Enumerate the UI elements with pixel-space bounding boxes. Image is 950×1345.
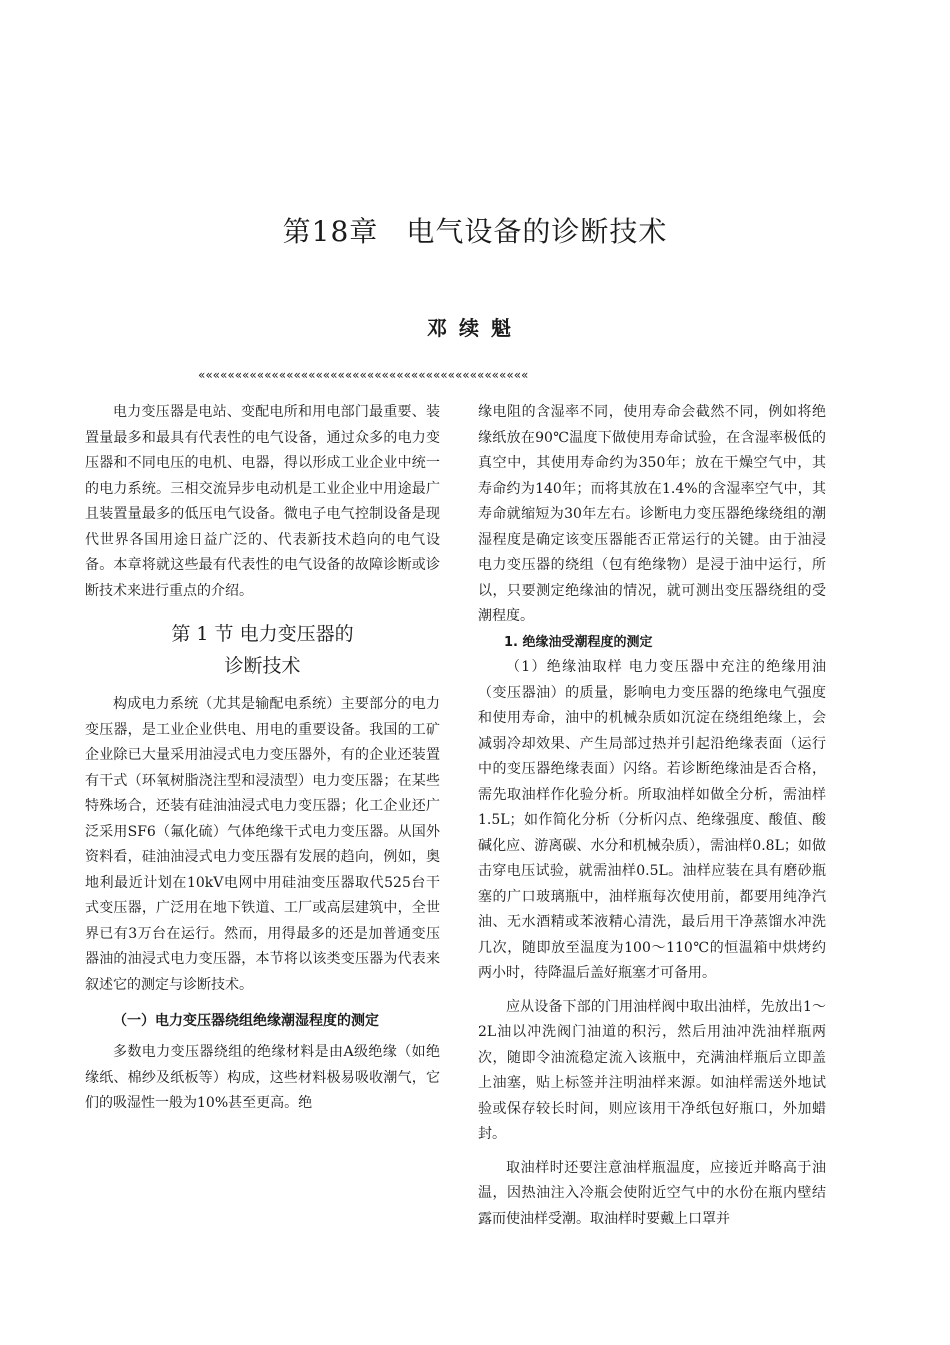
ornamental-divider: ««««««««««««««««««««««««««««««««««««««««««««« [198, 368, 529, 382]
right-column [478, 400, 826, 1232]
section-title-line-2: 诊断技术 [224, 655, 301, 677]
subsection-title: （一）电力变压器绕组绝缘潮湿程度的测定 [113, 1013, 379, 1029]
sampling-procedure-paragraph: 应从设备下部的门用油样阀中取出油样，先放出1～2L油以冲洗阀门油道的积污，然后用油冲洗油样瓶两次，随即令油流稳定流入该瓶中，充满油样瓶后立即盖上油塞，贴上标签并注明油样来源。如油样需送外地试验或保存较长时间，则应该用干净纸包好瓶口，外加蜡封。 [478, 998, 826, 1142]
chapter-name: 电气设备的诊断技术 [406, 215, 668, 248]
oil-sampling-paragraph: （1）绝缘油取样 电力变压器中充注的绝缘用油（变压器油）的质量，影响电力变压器的绝缘电气强度和使用寿命，油中的机械杂质如沉淀在绕组绝缘上，会减弱冷却效果、产生局部过热并引起沿绝缘表面（运行中的变压器绝缘表面）闪络。若诊断绝缘油是否合格，需先取油样作化验分析。所取油样如做全分析，需油样1.5L；如作简化分析（分析闪点、绝缘强度、酸值、酸碱化应、游离碳、水分和机械杂质），需油样0.8L；如做击穿电压试验，就需油样0.5L。油样应装在具有磨砂瓶塞的广口玻璃瓶中，油样瓶每次使用前，都要用纯净汽油、无水酒精或苯液精心清洗，最后用干净蒸馏水冲洗几次，随即放至温度为100～110℃的恒温箱中烘烤约两小时，待降温后盖好瓶塞才可备用。 [478, 659, 826, 981]
chapter-title [0, 210, 950, 250]
sampling-temperature-paragraph: 取油样时还要注意油样瓶温度，应接近并略高于油温，因热油注入冷瓶会使附近空气中的水份在瓶内壁结露而使油样受潮。取油样时要戴上口罩并 [478, 1159, 826, 1227]
section-title [85, 618, 440, 682]
numbered-heading-1: 1. 绝缘油受潮程度的测定 [504, 634, 653, 650]
intro-paragraph: 电力变压器是电站、变配电所和用电部门最重要、装置量最多和最具有代表性的电气设备，通过众多的电力变压器和不同电压的电机、电器，得以形成工业企业中统一的电力系统。三相交流异步电动机是工业企业中用途最广且装置量最多的低压电气设备。微电子电气控制设备是现代世界各国用途日益广泛的、代表新技术趋向的电气设备。本章将就这些最有代表性的电气设备的故障诊断或诊断技术来进行重点的介绍。 [85, 404, 440, 599]
subsection-paragraph-1: 多数电力变压器绕组的绝缘材料是由A级绝缘（如绝缘纸、棉纱及纸板等）构成，这些材料极易吸收潮气，它们的吸湿性一般为10%甚至更高。绝 [85, 1044, 440, 1111]
continued-paragraph: 缘电阻的含湿率不同，使用寿命会截然不同，例如将绝缘纸放在90℃温度下做使用寿命试验，在含湿率极低的真空中，其使用寿命约为350年；放在干燥空气中，其寿命约为140年；而将其放在1.4%的含湿率空气中，其寿命就缩短为30年左右。诊断电力变压器绝缘绕组的潮湿程度是确定该变压器能否正常运行的关键。由于油浸电力变压器的绕组（包有绝缘物）是浸于油中运行，所以，只要测定绝缘油的情况，就可测出变压器绕组的受潮程度。 [478, 404, 826, 624]
chapter-number: 第18章 [282, 215, 379, 248]
section-paragraph-1: 构成电力系统（尤其是输配电系统）主要部分的电力变压器，是工业企业供电、用电的重要设备。我国的工矿企业除已大量采用油浸式电力变压器外，有的企业还装置有干式（环氧树脂浇注型和浸渍型）电力变压器；在某些特殊场合，还装有硅油油浸式电力变压器；化工企业还广泛采用SF6（氟化硫）气体绝缘干式电力变压器。从国外资料看，硅油油浸式电力变压器有发展的趋向，例如，奥地利最近计划在10kV电网中用硅油变压器取代525台干式变压器，广泛用在地下铁道、工厂或高层建筑中，全世界已有3万台在运行。然而，用得最多的还是加普通变压器油的油浸式电力变压器，本节将以该类变压器为代表来叙述它的测定与诊断技术。 [85, 696, 440, 993]
section-title-line-1: 第 1 节 电力变压器的 [171, 623, 354, 645]
left-column [85, 400, 440, 1117]
author-name: 邓续魁 [427, 316, 523, 340]
